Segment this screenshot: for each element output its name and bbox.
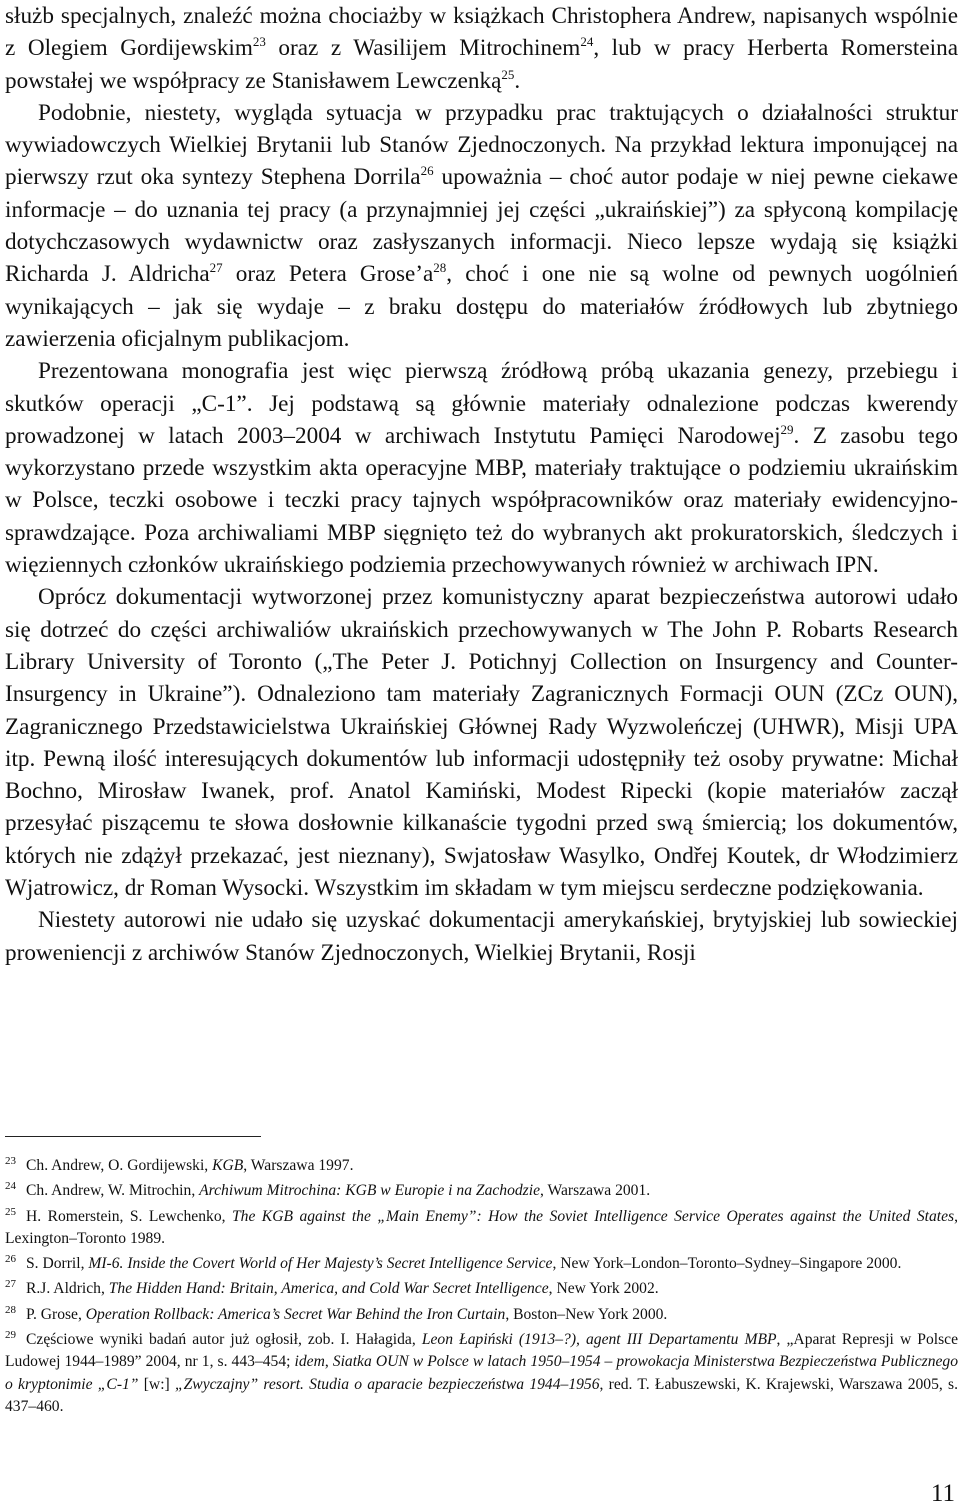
text-run: idem <box>294 1353 325 1371</box>
footnote-number: 26 <box>5 1253 16 1266</box>
footnote-number: 25 <box>5 1205 16 1218</box>
text-run: , Boston–New York 2000. <box>505 1305 668 1323</box>
text-run: Leon Łapiński (1913–?), agent III Departamentu MBP <box>421 1331 777 1349</box>
text-run: [w:] <box>138 1375 175 1393</box>
text-run: Podobnie, niestety, wygląda sytuacja w przypadku prac traktujących o działalności struktur wywiadowczych Wielkiej Brytanii lub Stanów Zjednoczonych. Na przykład lektura imponującej na pierwszy rzut oka syntezy Stephena Dorrila <box>5 99 958 191</box>
text-run: Częściowe wyniki badań autor już ogłosił, zob. I. Hałagida, <box>26 1331 422 1349</box>
footnote-ref: 27 <box>209 260 223 276</box>
footnote <box>5 1329 958 1418</box>
text-run: , choć i one nie są wolne od pewnych uogólnień wynikających – jak się wydaje – z braku dostępu do materiałów źródłowych lub zbytniego zawierzenia oficjalnym publikacjom. <box>5 261 958 352</box>
text-run: „Zwyczajny” resort. Studia o aparacie bezpieczeństwa 1944–1956 <box>174 1375 600 1393</box>
footnote-ref: 29 <box>780 421 794 437</box>
text-run: , Lexington–Toronto 1989. <box>5 1207 958 1247</box>
text-run: MI-6. Inside the Covert World of Her Majesty’s Secret Intelligence Service <box>88 1255 553 1273</box>
text-run: , „Aparat Represji w Polsce Ludowej 1944–1989” 2004, nr 1, s. 443–454; <box>5 1331 958 1371</box>
text-run: oraz Petera Grose’a <box>222 261 434 288</box>
footnote-number: 23 <box>5 1155 16 1167</box>
text-run: , red. T. Łabuszewski, K. Krajewski, Warszawa 2005, s. 437–460. <box>5 1375 958 1415</box>
footnote-number: 27 <box>5 1278 16 1291</box>
text-run: Prezentowana monografia jest więc pierwszą źródłową próbą ukazania genezy, przebiegu i skutków operacji „C-1”. Jej podstawą są głównie materiały odnalezione podczas kwerendy prowadzonej w latach 2003–2004 w archiwach Instytutu Pamięci Narodowej <box>5 358 958 449</box>
paragraph <box>5 0 958 97</box>
text-run: R.J. Aldrich, <box>26 1280 109 1298</box>
text-run: oraz z Wasilijem Mitrochinem <box>265 35 581 62</box>
footnote-ref: 25 <box>501 66 515 82</box>
text-run: , lub w pracy Herberta Romersteina powstałej we współpracy ze Stanisławem Lewczenką <box>5 35 958 94</box>
text-run: . <box>514 67 521 94</box>
text-run: Niestety autorowi nie udało się uzyskać dokumentacji amerykańskiej, brytyjskiej lub sowieckiej proweniencji z archiwów Stanów Zjednoczonych, Wielkiej Brytanii, Rosji <box>5 907 958 966</box>
text-run: , New York–London–Toronto–Sydney–Singapore 2000. <box>552 1255 902 1273</box>
text-run: Archiwum Mitrochina: KGB w Europie i na Zachodzie <box>199 1182 540 1200</box>
text-run: H. Romerstein, S. Lewchenko, <box>26 1207 232 1225</box>
text-run: S. Dorril, <box>26 1255 89 1273</box>
footnote-number: 29 <box>5 1329 16 1342</box>
footnote-separator <box>5 1136 261 1137</box>
paragraph <box>5 355 958 581</box>
footnote-ref: 23 <box>252 34 266 50</box>
text-run: Siatka OUN w Polsce w latach 1950–1954 – prowokacja Ministerstwa Bezpieczeństwa Publicznego o kryptonimie „C-1” <box>5 1353 959 1393</box>
text-run: , Warszawa 2001. <box>540 1182 651 1200</box>
text-run: Ch. Andrew, W. Mitrochin, <box>26 1182 200 1200</box>
footnote-ref: 24 <box>580 34 594 50</box>
footnote <box>5 1180 958 1202</box>
text-run: P. Grose, <box>26 1305 86 1323</box>
paragraph <box>5 581 958 904</box>
footnotes <box>5 1155 958 1421</box>
footnote <box>5 1304 958 1326</box>
text-run: Ch. Andrew, O. Gordijewski, <box>26 1157 213 1174</box>
page-number: 11 <box>930 1480 955 1507</box>
text-run: Operation Rollback: America’s Secret War Behind the Iron Curtain <box>85 1305 506 1323</box>
footnote <box>5 1253 958 1275</box>
footnote-ref: 28 <box>433 260 447 276</box>
footnote-ref: 26 <box>420 163 434 179</box>
paragraph <box>5 97 958 355</box>
body-text <box>5 0 958 969</box>
footnote-number: 28 <box>5 1303 16 1316</box>
text-run: The Hidden Hand: Britain, America, and Cold War Secret Intelligence <box>108 1280 549 1298</box>
text-run: upoważnia – choć autor podaje w niej pewne ciekawe informacje – do uznania tej pracy (a przynajmniej jej części „ukraińskiej”) za spłyconą kompilację dotychczasowych wydawnictw oraz zasłyszanych informacji. Nieco lepsze wydają się książki Richarda J. Aldricha <box>5 164 958 288</box>
footnote <box>5 1155 958 1177</box>
text-run: , <box>324 1353 333 1371</box>
text-run: . Z zasobu tego wykorzystano przede wszystkim akta operacyjne MBP, materiały traktujące o podziemiu ukraińskim w Polsce, teczki osobowe i teczki pracy tajnych współpracowników oraz materiały ewidencyjno-sprawdzające. Poza archiwaliami MBP sięgnięto też do wybranych akt prokuratorskich, śledczych i więziennych członków ukraińskiego podziemia przechowywanych również w archiwach IPN. <box>5 422 958 579</box>
footnote <box>5 1206 958 1251</box>
text-run: , Warszawa 1997. <box>243 1157 354 1174</box>
text-run: Oprócz dokumentacji wytworzonej przez komunistyczny aparat bezpieczeństwa autorowi udało się dotrzeć do części archiwaliów ukraińskich przechowywanych w The John P. Robarts Research Library University of Toronto („The Peter J. Potichnyj Collection on Insurgency and Counter-Insurgency in Ukraine”). Odnaleziono tam materiały Zagranicznych Formacji OUN (ZCz OUN), Zagranicznego Przedstawicielstwa Ukraińskiej Głównej Rady Wyzwoleńczej (UHWR), Misji UPA itp. Pewną ilość interesujących dokumentów lub informacji udostępniły też osoby prywatne: Michał Bochno, Mirosław Iwanek, prof. Anatol Kamiński, Modest Ripecki (kopie materiałów zaczął przesyłać piszącemu te słowa dosłownie kilkanaście tygodni przed swą śmiercią; los dokumentów, których nie zdążył przekazać, jest nieznany), Swjatosław Wasylko, Ondřej Koutek, dr Włodzimierz Wjatrowicz, dr Roman Wysocki. Wszystkim im składam w tym miejscu serdeczne podziękowania. <box>5 584 958 902</box>
text-run: , New York 2002. <box>548 1280 659 1298</box>
text-run: KGB <box>212 1157 244 1174</box>
footnote <box>5 1278 958 1300</box>
text-run: służb specjalnych, znaleźć można chociażby w książkach Christophera Andrew, napisanych wspólnie z Olegiem Gordijewskim <box>5 3 958 62</box>
text-run: The KGB against the „Main Enemy”: How the Soviet Intelligence Service Operates against the United States <box>231 1207 955 1225</box>
footnote-number: 24 <box>5 1180 16 1193</box>
paragraph <box>5 904 958 969</box>
